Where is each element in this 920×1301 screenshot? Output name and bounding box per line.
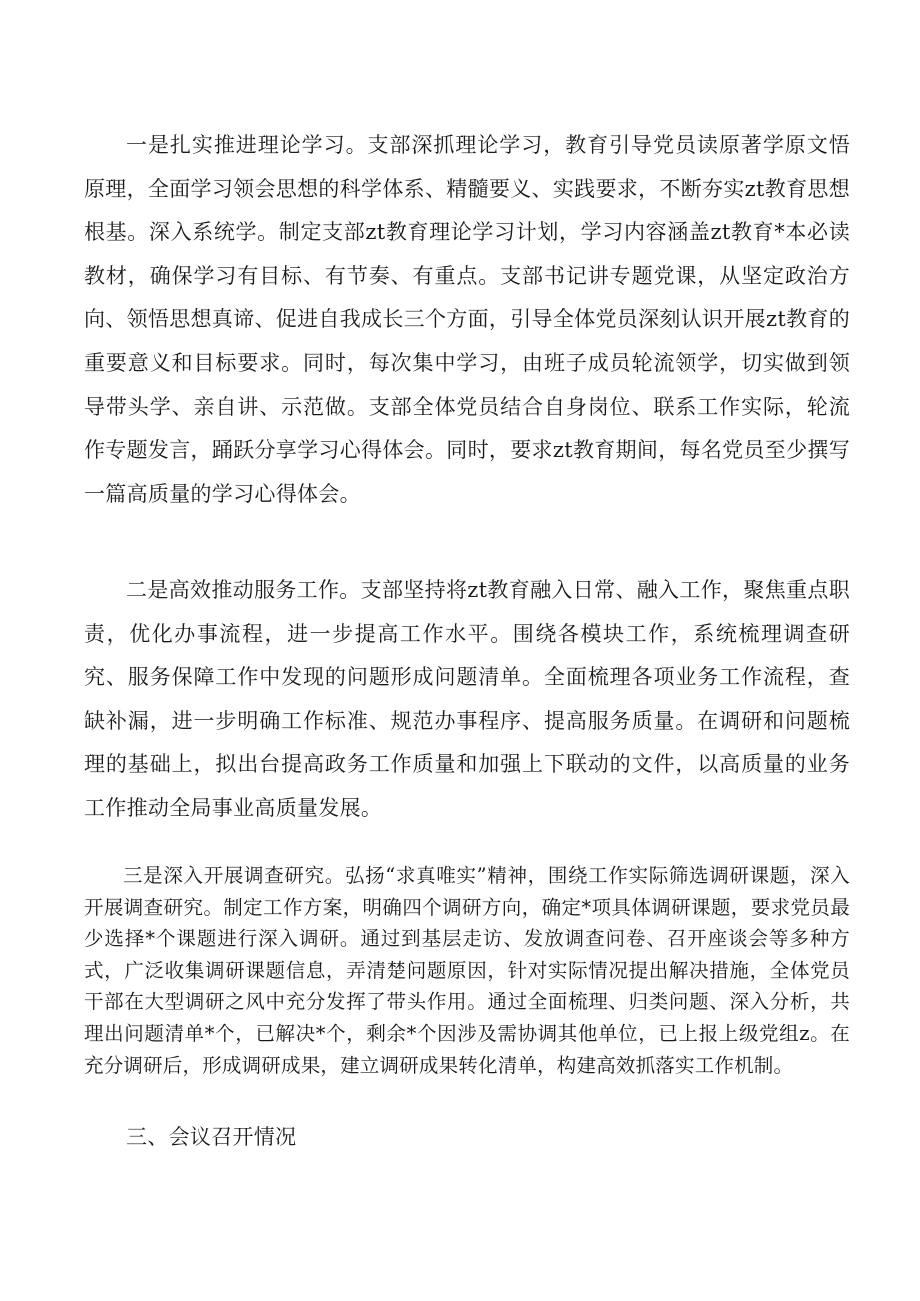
paragraph-service-work: 二是高效推动服务工作。支部坚持将zt教育融入日常、融入工作，聚焦重点职责，优化办事流程，进一步提高工作水平。围绕各模块工作，系统梳理调查研究、服务保障工作中发现的问题形成问题清单。全面梳理各项业务工作流程，查缺补漏，进一步明确工作标准、规范办事程序、提高服务质量。在调研和问题梳理的基础上，拟出台提高政务工作质量和加强上下联动的文件，以高质量的业务工作推动全局事业高质量发展。 — [84, 578, 850, 820]
paragraph-theory-study: 一是扎实推进理论学习。支部深抓理论学习，教育引导党员读原著学原文悟原理，全面学习领会思想的科学体系、精髓要义、实践要求，不断夯实zt教育思想根基。深入系统学。制定支部zt教育理论学习计划，学习内容涵盖zt教育*本必读教材，确保学习有目标、有节奏、有重点。支部书记讲专题党课，从坚定政治方向、领悟思想真谛、促进自我成长三个方面，引导全体党员深刻认识开展zt教育的重要意义和目标要求。同时，每次集中学习，由班子成员轮流领学，切实做到领导带头学、亲自讲、示范做。支部全体党员结合自身岗位、联系工作实际，轮流作专题发言，踊跃分享学习心得体会。同时，要求zt教育期间，每名党员至少撰写一篇高质量的学习心得体会。 — [84, 133, 850, 506]
paragraph-research: 三是深入开展调查研究。弘扬“求真唯实”精神，围绕工作实际筛选调研课题，深入开展调查研究。制定工作方案，明确四个调研方向，确定*项具体调研课题，要求党员最少选择*个课题进行深入调研。通过到基层走访、发放调查问卷、召开座谈会等多种方式，广泛收集调研课题信息，弄清楚问题原因，针对实际情况提出解决措施，全体党员干部在大型调研之风中充分发挥了带头作用。通过全面梳理、归类问题、深入分析，共理出问题清单*个，已解决*个，剩余*个因涉及需协调其他单位，已上报上级党组z。在充分调研后，形成调研成果，建立调研成果转化清单，构建高效抓落实工作机制。 — [84, 864, 850, 1077]
section-heading: 三、会议召开情况 — [126, 1125, 297, 1149]
